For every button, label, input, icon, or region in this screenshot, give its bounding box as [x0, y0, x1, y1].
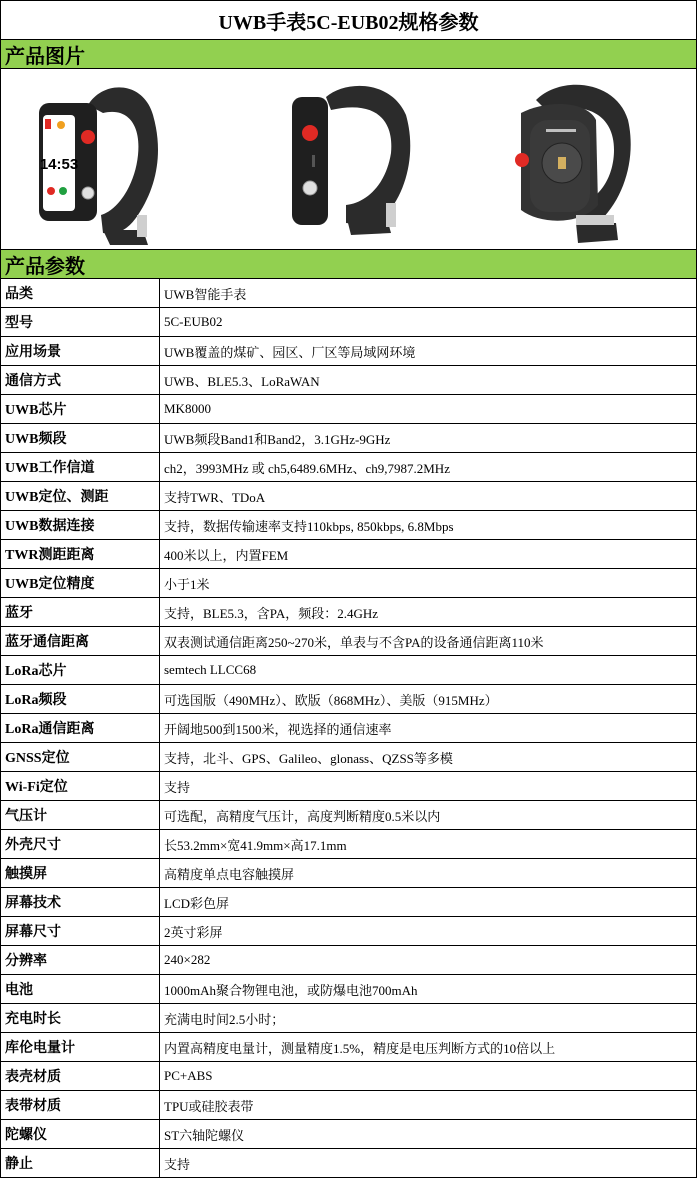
spec-value: 可选配，高精度气压计，高度判断精度0.5米以内: [164, 808, 441, 824]
spec-value: LCD彩色屏: [164, 895, 230, 911]
spec-value: 双表测试通信距离250~270米，单表与不含PA的设备通信距离110米: [164, 634, 544, 650]
spec-key: LoRa芯片: [1, 656, 160, 684]
spec-key: Wi-Fi定位: [1, 772, 160, 800]
spec-key: 电池: [1, 975, 160, 1003]
spec-key: 品类: [1, 279, 160, 307]
spec-row: [1, 1120, 696, 1149]
spec-value: UWB、BLE5.3、LoRaWAN: [164, 373, 320, 389]
watch-side-image: [286, 75, 421, 245]
spec-key: 库伦电量计: [1, 1033, 160, 1061]
spec-value: 支持，BLE5.3，含PA，频段：2.4GHz: [164, 605, 379, 621]
spec-value: UWB频段Band1和Band2，3.1GHz-9GHz: [164, 431, 391, 447]
spec-key: 表壳材质: [1, 1062, 160, 1090]
spec-row: [1, 685, 696, 714]
spec-value: 240×282: [164, 952, 211, 967]
spec-value: 可选国版（490MHz）、欧版（868MHz）、美版（915MHz）: [164, 692, 498, 708]
spec-row: [1, 627, 696, 656]
spec-row: [1, 830, 696, 859]
spec-value: 1000mAh聚合物锂电池，或防爆电池700mAh: [164, 982, 418, 998]
spec-row: [1, 1062, 696, 1091]
spec-key: LoRa通信距离: [1, 714, 160, 742]
spec-value: PC+ABS: [164, 1068, 213, 1083]
spec-row: [1, 714, 696, 743]
spec-row: [1, 482, 696, 511]
spec-row: [1, 598, 696, 627]
spec-key: 触摸屏: [1, 859, 160, 887]
spec-value: 支持: [164, 779, 191, 795]
spec-row: [1, 743, 696, 772]
spec-row: [1, 1033, 696, 1062]
spec-row: [1, 366, 696, 395]
spec-key: UWB芯片: [1, 395, 160, 423]
spec-value: UWB覆盖的煤矿、园区、厂区等局域网环境: [164, 344, 416, 360]
spec-key: LoRa频段: [1, 685, 160, 713]
spec-value: 内置高精度电量计，测量精度1.5%，精度是电压判断方式的10倍以上: [164, 1040, 556, 1056]
product-images: [1, 69, 696, 250]
spec-row: [1, 395, 696, 424]
spec-key: 气压计: [1, 801, 160, 829]
spec-key: GNSS定位: [1, 743, 160, 771]
spec-row: [1, 917, 696, 946]
spec-row: [1, 975, 696, 1004]
spec-key: 充电时长: [1, 1004, 160, 1032]
spec-key: 分辨率: [1, 946, 160, 974]
spec-value: ch2，3993MHz 或 ch5,6489.6MHz、ch9,7987.2MHz: [164, 460, 450, 476]
spec-row: [1, 772, 696, 801]
spec-key: 应用场景: [1, 337, 160, 365]
spec-key: 外壳尺寸: [1, 830, 160, 858]
spec-row: [1, 946, 696, 975]
spec-value: 2英寸彩屏: [164, 924, 223, 940]
spec-value: 高精度单点电容触摸屏: [164, 866, 295, 882]
spec-value: 充满电时间2.5小时；: [164, 1011, 285, 1027]
spec-value: 长53.2mm×宽41.9mm×高17.1mm: [164, 837, 347, 853]
spec-table: [1, 279, 696, 1178]
spec-value: 支持TWR、TDoA: [164, 489, 266, 505]
spec-row: [1, 1091, 696, 1120]
spec-row: [1, 424, 696, 453]
spec-value: MK8000: [164, 401, 211, 416]
spec-value: 支持，数据传输速率支持110kbps, 850kbps, 6.8Mbps: [164, 518, 454, 534]
spec-key: 静止: [1, 1149, 160, 1177]
watch-time-text: 14:53: [39, 156, 79, 173]
spec-row: [1, 540, 696, 569]
spec-row: [1, 1004, 696, 1033]
spec-value: UWB智能手表: [164, 286, 247, 302]
spec-key: TWR测距距离: [1, 540, 160, 568]
spec-key: 屏幕技术: [1, 888, 160, 916]
spec-key: 屏幕尺寸: [1, 917, 160, 945]
spec-value: 开阔地500到1500米，视选择的通信速率: [164, 721, 392, 737]
spec-key: 通信方式: [1, 366, 160, 394]
spec-row: [1, 801, 696, 830]
spec-row: [1, 279, 696, 308]
spec-row: [1, 511, 696, 540]
spec-key: UWB定位精度: [1, 569, 160, 597]
spec-key: 表带材质: [1, 1091, 160, 1119]
spec-key: UWB工作信道: [1, 453, 160, 481]
spec-key: 型号: [1, 308, 160, 336]
spec-value: TPU或硅胶表带: [164, 1098, 254, 1114]
spec-key: UWB数据连接: [1, 511, 160, 539]
spec-key: UWB定位、测距: [1, 482, 160, 510]
section-product-params: 产品参数: [1, 250, 696, 279]
spec-value: 小于1米: [164, 576, 210, 592]
spec-value: ST六轴陀螺仪: [164, 1127, 245, 1143]
spec-value: 支持: [164, 1156, 191, 1172]
spec-row: [1, 888, 696, 917]
spec-key: UWB频段: [1, 424, 160, 452]
watch-back-image: [506, 75, 641, 245]
watch-front-image: [33, 75, 168, 245]
spec-key: 蓝牙通信距离: [1, 627, 160, 655]
spec-key: 陀螺仪: [1, 1120, 160, 1148]
spec-row: [1, 569, 696, 598]
spec-value: 支持，北斗、GPS、Galileo、glonass、QZSS等多模: [164, 750, 453, 766]
spec-value: semtech LLCC68: [164, 662, 257, 677]
section-product-images: 产品图片: [1, 40, 696, 69]
spec-row: [1, 308, 696, 337]
spec-key: 蓝牙: [1, 598, 160, 626]
spec-row: [1, 337, 696, 366]
spec-row: [1, 859, 696, 888]
spec-value: 400米以上，内置FEM: [164, 547, 289, 563]
page-title: UWB手表5C-EUB02规格参数: [1, 0, 696, 40]
spec-value: 5C-EUB02: [164, 314, 223, 329]
spec-row: [1, 453, 696, 482]
spec-row: [1, 656, 696, 685]
